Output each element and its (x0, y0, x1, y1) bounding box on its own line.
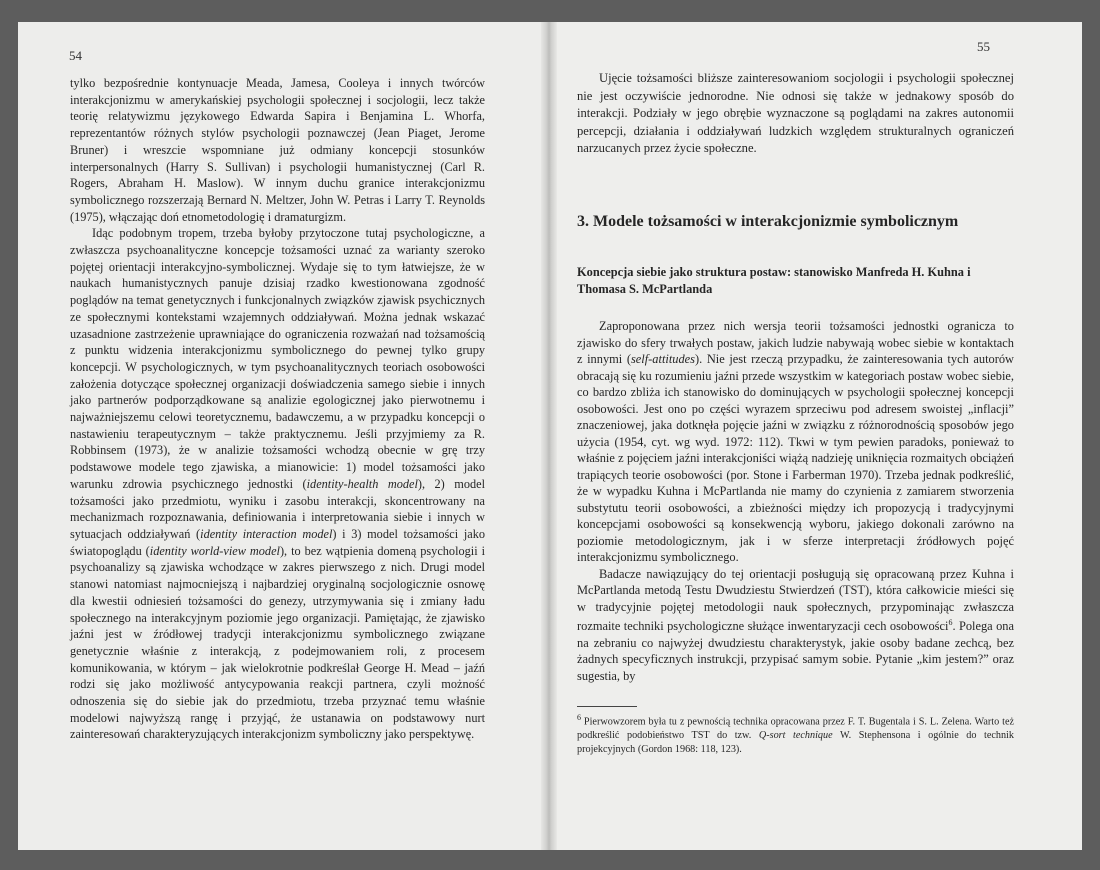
text-run: ). Nie jest rzeczą przypadku, że zainteresowania tych autorów obracają się ku rozumieniu jaźni przede wszystkim w kategoriach postaw wobec siebie, co bardzo zbliża ich stanowisko do dominujących w psychologii społecznej koncepcji osobowości. Jest ono po części wyrazem sprzeciwu pod adresem swoistej „inflacji” znaczeniowej, jaka dotknęła pojęcie jaźni w związku z różnorodnością sposobów jego użycia (1954, cyt. wg wyd. 1972: 112). Tkwi w tym pewien paradoks, ponieważ to właśnie z pojęciem jaźni interakcjoniści wiążą nadzieję uniknięcia rozmaitych obciążeń trapiących teorie osobowości (por. Stone i Farberman 1970). Trzeba jednak podkreślić, że w wypadku Kuhna i McPartlanda nie mamy do czynienia z zamiarem stworzenia substytutu teorii osobowości, a zbieżności między ich propozycją i tradycyjnymi koncepcjami osobowości są konsekwencją wyboru, jakiego dokonali zarówno na poziomie metodologicznym, jak i w sferze interpretacji źródłowych pojęć interakcjonizmu symbolicznego. (577, 352, 1014, 564)
footnote-marker: 6 (948, 618, 953, 627)
paragraph (577, 70, 1014, 158)
text-run: W. Stephensona i ogólnie do technik projekcyjnych (Gordon 1968: 118, 123). (577, 729, 1014, 755)
text-run: Badacze nawiązujący do tej orientacji posługują się opracowaną przez Kuhna i McPartlanda metodą Testu Dwudziestu Stwierdzeń (TST), która całkowicie mieści się w tradycyjnie pojętej metodologii nauk społecznych, przypominając zwłaszcza rozmaite techniki psychologiczne służące inwentaryzacji cech osobowości (577, 566, 1014, 634)
footnote-divider (577, 706, 637, 707)
text-run: Idąc podobnym tropem, trzeba byłoby przytoczone tutaj psychologiczne, a zwłaszcza psychoanalityczne koncepcje tożsamości uznać za warianty szeroko pojętej orientacji interakcyjno-symbolicznej. Wydaje się to tym łatwiejsze, że w naukach humanistycznych panuje dzisiaj rzadko kwestionowana zgodność poglądów na temat genetycznych i funkcjonalnych związków zjawisk psychicznych ze społecznymi kontekstami wzajemnych oddziaływań. Można jednak wskazać uzasadnione zastrzeżenie uprawniające do ograniczenia rozważań nad tożsamością z punktu widzenia interakcjonizmu symbolicznego do pewnej tylko grupy koncepcji. W psychologicznych, w tym psychoanalitycznych teoriach osobowości założenia dotyczące społecznej organizacji doświadczenia samego siebie i innych jako partnerów podporządkowane są analizie egologicznej jako pierwotnemu i najważniejszemu celowi teoretycznemu, badawczemu, a w przypadku koncepcji o nastawieniu terapeutycznym – także praktycznemu. Jeśli przyjmiemy za R. Robbinsem (1973), że w analizie tożsamości wchodzą obecnie w grę trzy podstawowe modele tego zjawiska, a mianowicie: 1) model tożsamości jako warunku zdrowia psychicznego jednostki ( (70, 226, 485, 491)
paragraph (70, 225, 485, 743)
right-page-intro (577, 70, 1014, 158)
paragraph (577, 566, 1014, 685)
text-run: . Polega ona na zebraniu co najwyżej dwudziestu charakterystyk, jakie osoby badane zechcą, bez żadnych specyficznych instrukcji, przypisać samym sobie. Pytanie „kim jestem?” oraz sugestia, by (577, 619, 1014, 683)
paragraph (70, 75, 485, 225)
subsection-heading: Koncepcja siebie jako struktura postaw: stanowisko Manfreda H. Kuhna i Thomasa S. McPartlanda (577, 265, 971, 296)
text-run: Zaproponowana przez nich wersja teorii tożsamości jednostki ogranicza to zjawisko do sfery trwałych postaw, jakich ludzie nabywają wobec siebie w kontaktach z innymi ( (577, 319, 1014, 366)
left-page-number: 54 (69, 48, 82, 63)
text-run: tylko bezpośrednie kontynuacje Meada, Jamesa, Cooleya i innych twórców interakcjonizmu w amerykańskiej psychologii społecznej i socjologii, lecz także teorię relatywizmu językowego Edwarda Sapira i Benjamina L. Whorfa, reprezentantów różnych stylów psychologii poznawczej (Jean Piaget, Jerome Bruner) i wreszcie wspomniane już odmiany koncepcji stosunków interpersonalnych (Harry S. Sullivan) i psychologii humanistycznej (Carl R. Rogers, Abraham H. Maslow). W innym duchu granice interakcjonizmu symbolicznego rozszerzają Bernard N. Meltzer, John W. Petras i Larry T. Reynolds (1975), włączając doń etnometodologię i dramaturgizm. (70, 76, 485, 224)
footnote (577, 711, 1014, 756)
paragraph (577, 318, 1014, 566)
italic-term: self-attitudes (630, 352, 695, 366)
text-run: Pierwowzorem była tu z pewnością technika opracowana przez F. T. Bugentala i S. L. Zelena. Warto też podkreślić podobieństwo TST do tzw. (577, 716, 1014, 741)
left-page-body (70, 75, 485, 743)
footnote-marker: 6 (577, 713, 581, 722)
text-run: ), to bez wątpienia domeną psychologii i psychoanalizy są zjawiska wchodzące w zakres pierwszego z nich. Drugi model stanowi natomiast najmocniejszą i najbardziej oryginalną socjologicznie osnowę dla kwestii odniesień tożsamości do genezy, utrzymywania się i zmiany ładu społecznego na interakcyjnym poziomie jego organizacji. Pamiętając, że zjawisko jaźni jest w źródłowej tradycji interakcjonizmu symbolicznego związane genetycznie właśnie z interakcją, z podejmowaniem roli, z procesem komunikowania, w którym – jak wielokrotnie podkreślał George H. Mead – jaźń rodzi się jako możliwość antycypowania reakcji partnera, czyli możność odnoszenia się do siebie jak do przedmiotu, trzeba przyznać temu właśnie modelowi najwyższą rangę i przyjąć, że ustanawia on podstawowy nurt zainteresowań charakteryzujących interakcjonizm symboliczny jako perspektywę. (70, 543, 485, 742)
italic-term: identity-health model (306, 476, 418, 491)
italic-term: identity world-view model (149, 543, 280, 558)
italic-term: identity interaction model (200, 526, 333, 541)
text-run: Ujęcie tożsamości bliższe zainteresowaniom socjologii i psychologii społecznej nie jest oczywiście jednorodne. Nie odnosi się także w jednakowy sposób do interakcji. Podziały w jego obrębie wyznaczone są poglądami na zakres autonomii percepcji, działania i oddziaływań ludzkich względem strukturalnych ograniczeń narzucanych przez życie społeczne. (577, 71, 1014, 156)
book-gutter (541, 22, 557, 850)
right-page-body (577, 318, 1014, 684)
text-run: ) i 3) model tożsamości jako światopoglądu ( (70, 526, 485, 558)
right-page-number: 55 (977, 39, 990, 54)
text-run: ), 2) model tożsamości jako przedmiotu, wyniku i zasobu interakcji, skoncentrowany na mechanizmach rozpoznawania, definiowania i interpretowania siebie i innych w sytuacjach oddziaływań ( (70, 476, 485, 541)
italic-term: Q-sort technique (758, 729, 833, 741)
section-heading: 3. Modele tożsamości w interakcjonizmie symbolicznym (577, 213, 959, 230)
